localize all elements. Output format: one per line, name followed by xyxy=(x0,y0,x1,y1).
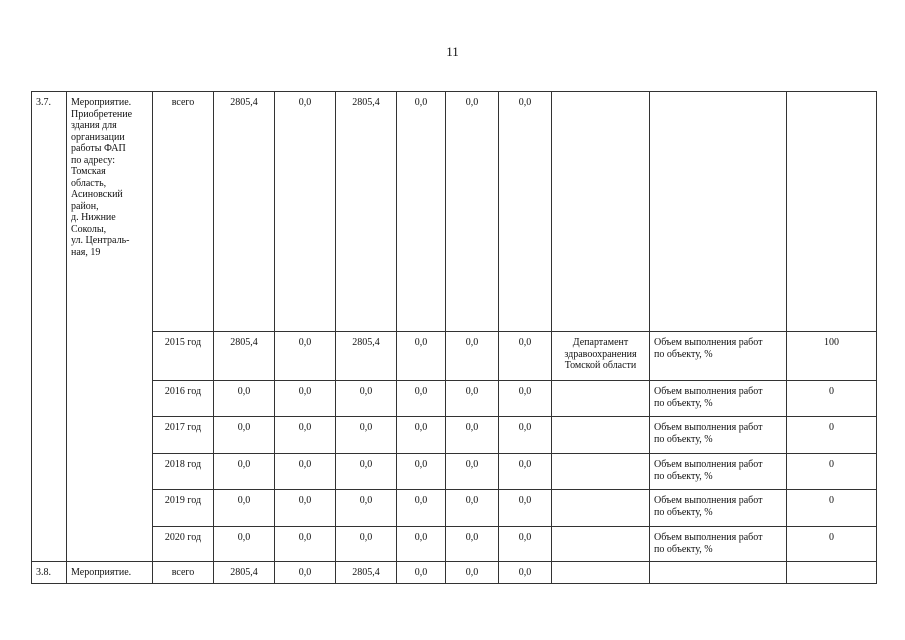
executor-cell xyxy=(552,527,650,562)
text-line: Объем выполнения работ xyxy=(654,337,763,348)
indicator-cell xyxy=(650,527,787,562)
funding-value-cell: 0,0 xyxy=(446,562,499,584)
indicator-cell xyxy=(650,490,787,527)
funding-value-cell: 2805,4 xyxy=(214,332,275,381)
funding-value-cell: 0,0 xyxy=(397,454,446,490)
funding-value-cell: 0,0 xyxy=(275,490,336,527)
funding-value-cell: 0,0 xyxy=(275,92,336,332)
funding-value-cell: 2805,4 xyxy=(336,332,397,381)
funding-value-cell: 0,0 xyxy=(397,332,446,381)
table-row-year xyxy=(32,332,877,381)
funding-value-cell: 0,0 xyxy=(214,490,275,527)
text-line: Мероприятие. xyxy=(71,567,132,578)
target-value-cell: 0 xyxy=(787,454,877,490)
funding-value-cell: 0,0 xyxy=(397,381,446,417)
executor-cell xyxy=(552,332,650,381)
funding-value-cell: 0,0 xyxy=(336,417,397,454)
text-line: Соколы, xyxy=(71,223,107,235)
executor-cell xyxy=(552,92,650,332)
funding-value-cell: 2805,4 xyxy=(214,562,275,584)
period-cell: 2016 год xyxy=(153,381,214,417)
event-name-cell xyxy=(67,562,153,584)
target-value-cell xyxy=(787,562,877,584)
funding-value-cell: 0,0 xyxy=(397,490,446,527)
indicator-cell xyxy=(650,562,787,584)
indicator-cell xyxy=(650,332,787,381)
target-value-cell: 100 xyxy=(787,332,877,381)
funding-value-cell: 0,0 xyxy=(275,381,336,417)
funding-value-cell: 0,0 xyxy=(499,527,552,562)
funding-value-cell: 0,0 xyxy=(446,490,499,527)
row-number-cell xyxy=(32,562,67,584)
indicator-cell xyxy=(650,454,787,490)
funding-value-cell: 0,0 xyxy=(397,562,446,584)
text-line: д. Нижние xyxy=(71,212,116,223)
executor-cell xyxy=(552,381,650,417)
funding-value-cell: 0,0 xyxy=(499,92,552,332)
target-value-cell: 0 xyxy=(787,490,877,527)
event-name-cell xyxy=(67,92,153,562)
period-cell: 2017 год xyxy=(153,417,214,454)
table-row-year xyxy=(32,490,877,527)
executor-cell xyxy=(552,562,650,584)
funding-value-cell: 0,0 xyxy=(275,417,336,454)
funding-value-cell: 0,0 xyxy=(446,527,499,562)
funding-value-cell: 0,0 xyxy=(499,490,552,527)
text-line: работы ФАП xyxy=(71,143,126,154)
text-line: Приобретение xyxy=(71,108,133,120)
row-number: 3.7. xyxy=(36,97,51,108)
funding-value-cell: 0,0 xyxy=(446,381,499,417)
funding-value-cell: 0,0 xyxy=(214,417,275,454)
period-cell: 2015 год xyxy=(153,332,214,381)
funding-value-cell: 0,0 xyxy=(499,332,552,381)
funding-value-cell: 0,0 xyxy=(275,527,336,562)
table-row-year xyxy=(32,417,877,454)
text-line: Департамент xyxy=(572,337,629,348)
text-line: организации xyxy=(71,131,125,143)
funding-value-cell: 0,0 xyxy=(499,417,552,454)
text-line: Томской области xyxy=(564,360,637,371)
executor-cell xyxy=(552,490,650,527)
text-line: по объекту, % xyxy=(654,348,713,360)
funding-value-cell: 0,0 xyxy=(397,417,446,454)
funding-value-cell: 0,0 xyxy=(446,92,499,332)
funding-value-cell: 0,0 xyxy=(499,562,552,584)
funding-value-cell: 0,0 xyxy=(275,562,336,584)
executor-cell xyxy=(552,454,650,490)
text-line: Мероприятие. xyxy=(71,97,132,108)
funding-value-cell: 0,0 xyxy=(499,454,552,490)
budget-table xyxy=(31,91,877,584)
text-line: Томская xyxy=(71,166,106,177)
table-row-total xyxy=(32,92,877,332)
period-cell: всего xyxy=(153,92,214,332)
funding-value-cell: 0,0 xyxy=(214,454,275,490)
text-line: по объекту, % xyxy=(654,433,713,445)
text-line: по объекту, % xyxy=(654,506,713,518)
text-line: здания для xyxy=(71,120,117,131)
funding-value-cell: 0,0 xyxy=(499,381,552,417)
page-number: 11 xyxy=(446,44,459,59)
period-cell: 2019 год xyxy=(153,490,214,527)
funding-value-cell: 0,0 xyxy=(397,92,446,332)
funding-value-cell: 0,0 xyxy=(214,527,275,562)
executor-cell xyxy=(552,417,650,454)
funding-value-cell: 0,0 xyxy=(336,454,397,490)
text-line: здравоохранения xyxy=(564,348,637,360)
row-number-cell xyxy=(32,92,67,562)
funding-value-cell: 2805,4 xyxy=(336,562,397,584)
funding-value-cell: 0,0 xyxy=(275,454,336,490)
indicator-cell xyxy=(650,417,787,454)
table-row-year xyxy=(32,381,877,417)
text-line: Объем выполнения работ xyxy=(654,532,763,543)
text-line: по объекту, % xyxy=(654,397,713,409)
text-line: ул. Централь- xyxy=(71,235,130,246)
text-line: район, xyxy=(71,200,99,212)
text-line: по объекту, % xyxy=(654,470,713,482)
text-line: Объем выполнения работ xyxy=(654,422,763,433)
text-line: Асиновский xyxy=(71,189,123,200)
indicator-cell xyxy=(650,381,787,417)
text-line: Объем выполнения работ xyxy=(654,495,763,506)
funding-value-cell: 0,0 xyxy=(275,332,336,381)
funding-value-cell: 2805,4 xyxy=(336,92,397,332)
table-row-total xyxy=(32,562,877,584)
text-line: область, xyxy=(71,177,107,189)
funding-value-cell: 0,0 xyxy=(336,381,397,417)
table-row-year xyxy=(32,454,877,490)
funding-value-cell: 0,0 xyxy=(336,490,397,527)
table-row-year xyxy=(32,527,877,562)
target-value-cell: 0 xyxy=(787,527,877,562)
text-line: по объекту, % xyxy=(654,543,713,555)
text-line: ная, 19 xyxy=(71,246,101,258)
indicator-cell xyxy=(650,92,787,332)
funding-value-cell: 2805,4 xyxy=(214,92,275,332)
target-value-cell: 0 xyxy=(787,381,877,417)
row-number: 3.8. xyxy=(36,567,51,578)
period-cell: 2018 год xyxy=(153,454,214,490)
funding-value-cell: 0,0 xyxy=(446,454,499,490)
target-value-cell: 0 xyxy=(787,417,877,454)
period-cell: всего xyxy=(153,562,214,584)
funding-value-cell: 0,0 xyxy=(446,332,499,381)
text-line: Объем выполнения работ xyxy=(654,459,763,470)
text-line: Объем выполнения работ xyxy=(654,386,763,397)
text-line: по адресу: xyxy=(71,154,116,166)
funding-value-cell: 0,0 xyxy=(214,381,275,417)
target-value-cell xyxy=(787,92,877,332)
funding-value-cell: 0,0 xyxy=(446,417,499,454)
period-cell: 2020 год xyxy=(153,527,214,562)
funding-value-cell: 0,0 xyxy=(397,527,446,562)
funding-value-cell: 0,0 xyxy=(336,527,397,562)
